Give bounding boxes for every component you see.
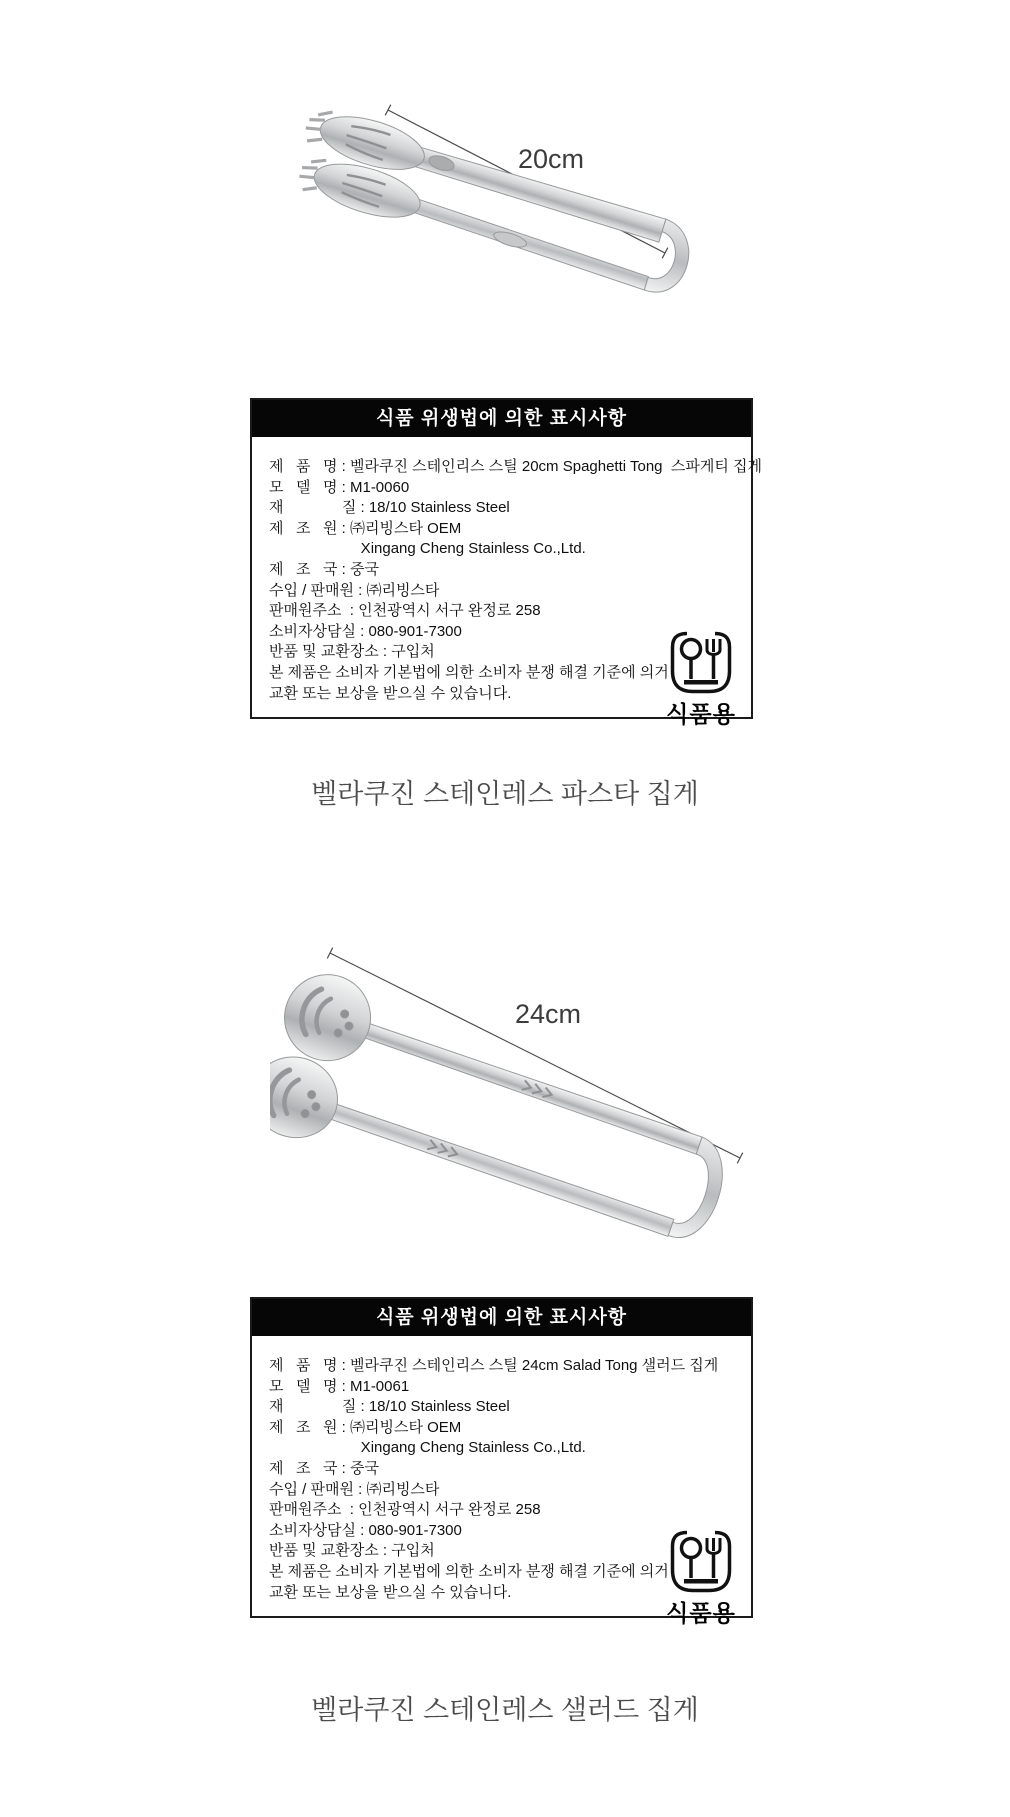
spec-row-model: 모 델 명 : M1-0061 <box>269 1377 410 1395</box>
food-grade-label: 식품용 <box>666 1599 736 1626</box>
spec-table-title: 식품 위생법에 의한 표시사항 <box>252 1299 751 1336</box>
product-caption-pasta: 벨라쿠진 스테인레스 파스타 집게 <box>311 779 699 809</box>
spec-row-return: 반품 및 교환장소 : 구입처 <box>269 643 435 661</box>
spec-table-body <box>252 437 762 727</box>
food-grade-label: 식품용 <box>666 700 736 727</box>
spec-row-importer: 수입 / 판매원 : ㈜리빙스타 <box>269 581 440 599</box>
size-label-24cm: 24cm <box>515 999 582 1029</box>
spec-row-product-name: 제 품 명 : 벨라쿠진 스테인리스 스틸 24cm Salad Tong 샐러드 집게 <box>269 1357 719 1374</box>
spec-row-phone: 소비자상담실 : 080-901-7300 <box>269 1521 462 1539</box>
spec-row-return: 반품 및 교환장소 : 구입처 <box>269 1542 435 1560</box>
spec-row-model: 모 델 명 : M1-0060 <box>269 478 410 496</box>
salad-tong-graphic <box>270 961 746 1263</box>
spec-row-notice1: 본 제품은 소비자 기본법에 의한 소비자 분쟁 해결 기준에 의거 <box>269 1562 669 1580</box>
spec-row-manufacturer: 제 조 원 : ㈜리빙스타 OEM <box>269 1418 462 1436</box>
pasta-tong-graphic <box>287 102 701 307</box>
spec-row-material: 재 질 : 18/10 Stainless Steel <box>269 1398 510 1416</box>
spec-table-salad <box>250 1297 753 1626</box>
pasta-tong-product-image <box>280 88 760 363</box>
spec-row-product-name: 제 품 명 : 벨라쿠진 스테인리스 스틸 20cm Spaghetti Tong 스파게티 집게 <box>269 458 762 475</box>
spec-table-title: 식품 위생법에 의한 표시사항 <box>252 400 751 437</box>
food-grade-mark <box>654 1529 748 1626</box>
product-caption-salad: 벨라쿠진 스테인레스 샐러드 집게 <box>311 1695 699 1725</box>
spec-row-address: 판매원주소 : 인천광역시 서구 완정로 258 <box>269 1501 541 1519</box>
spec-table-pasta <box>250 398 762 727</box>
spec-row-importer: 수입 / 판매원 : ㈜리빙스타 <box>269 1480 440 1498</box>
spec-row-notice1: 본 제품은 소비자 기본법에 의한 소비자 분쟁 해결 기준에 의거 <box>269 663 669 681</box>
salad-tong-product-image <box>270 928 770 1263</box>
spec-row-country: 제 조 국 : 중국 <box>269 1459 379 1477</box>
spec-row-country: 제 조 국 : 중국 <box>269 560 379 578</box>
spec-row-manufacturer2: Xingang Cheng Stainless Co.,Ltd. <box>269 540 586 558</box>
spec-table-body <box>252 1336 751 1626</box>
food-safe-glass-fork-icon <box>665 630 737 696</box>
food-safe-glass-fork-icon <box>665 1529 737 1595</box>
spec-row-manufacturer: 제 조 원 : ㈜리빙스타 OEM <box>269 519 462 537</box>
spec-row-material: 재 질 : 18/10 Stainless Steel <box>269 499 510 517</box>
spec-row-manufacturer2: Xingang Cheng Stainless Co.,Ltd. <box>269 1439 586 1457</box>
spec-row-notice2: 교환 또는 보상을 받으실 수 있습니다. <box>269 1583 512 1601</box>
spec-row-address: 판매원주소 : 인천광역시 서구 완정로 258 <box>269 602 541 620</box>
spec-row-notice2: 교환 또는 보상을 받으실 수 있습니다. <box>269 684 512 702</box>
food-grade-mark <box>654 630 748 727</box>
size-label-20cm: 20cm <box>518 144 585 174</box>
spec-row-phone: 소비자상담실 : 080-901-7300 <box>269 622 462 640</box>
